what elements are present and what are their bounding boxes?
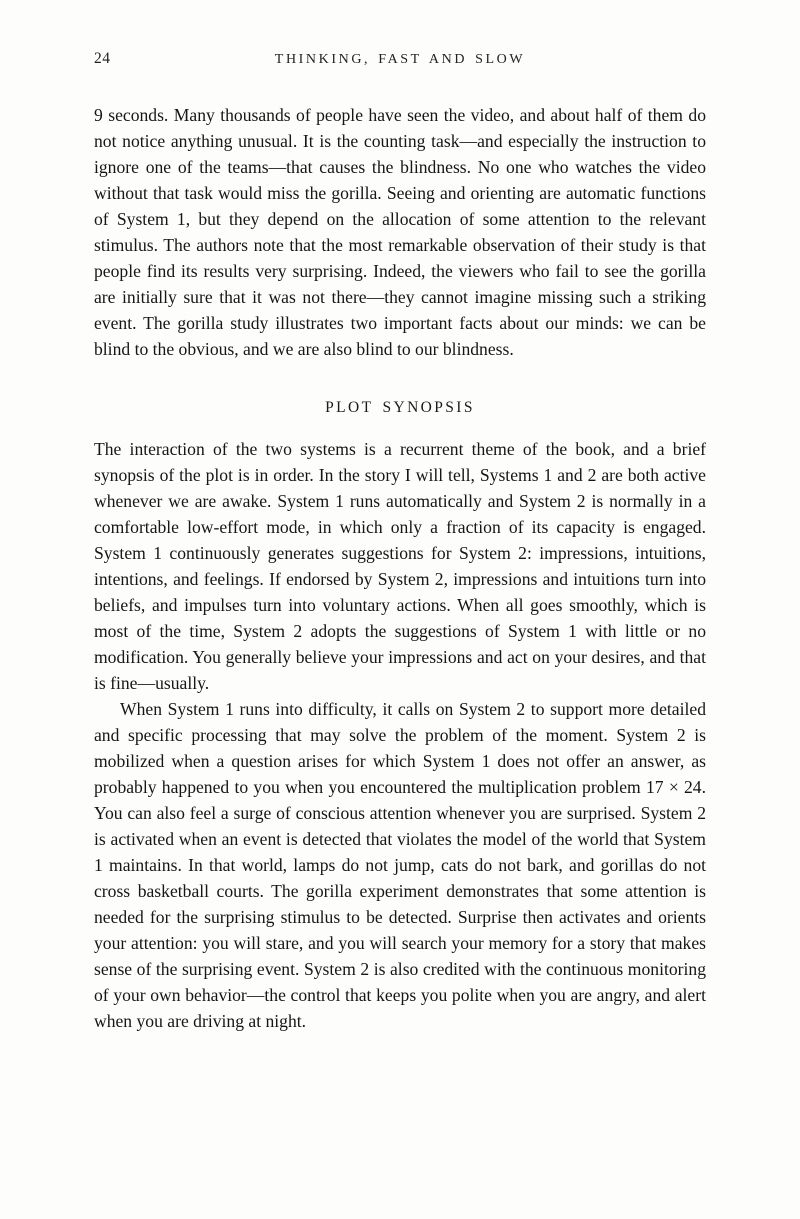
paragraph-gorilla-study: 9 seconds. Many thousands of people have seen the video, and about half of them do not notice anything unusual. It is the counting task—and especially the instruction to ignore one of the teams—that causes the blindness. No one who watches the video without that task would miss the gorilla. Seeing and orienting are automatic functions of System 1, but they depend on the allocation of some attention to the relevant stimulus. The authors note that the most remarkable observation of their study is that people find its results very surprising. Indeed, the viewers who fail to see the gorilla are initially sure that it was not there—they cannot imagine missing such a striking event. The gorilla study illustrates two important facts about our minds: we can be blind to the obvious, and we are also blind to our blindness. [94,105,706,359]
page-number: 24 [94,50,111,67]
running-header [94,50,706,72]
paragraph-plot-synopsis-intro: The interaction of the two systems is a recurrent theme of the book, and a brief synopsis of the plot is in order. In the story I will tell, Systems 1 and 2 are both active whenever we are awake. System 1 runs automatically and System 2 is normally in a comfortable low-effort mode, in which only a fraction of its capacity is engaged. System 1 continuously generates suggestions for System 2: impressions, intuitions, intentions, and feelings. If endorsed by System 2, impressions and intuitions turn into beliefs, and impulses turn into voluntary actions. When all goes smoothly, which is most of the time, System 2 adopts the suggestions of System 1 with little or no modification. You generally believe your impressions and act on your desires, and that is fine—usually. [94,439,706,693]
paragraph-system2-mobilization: When System 1 runs into difficulty, it calls on System 2 to support more detailed and specific processing that may solve the problem of the moment. System 2 is mobilized when a question arises for which System 1 does not offer an answer, as probably happened to you when you encountered the multiplication problem 17 × 24. You can also feel a surge of conscious attention whenever you are surprised. System 2 is activated when an event is detected that violates the model of the world that System 1 maintains. In that world, lamps do not jump, cats do not bark, and gorillas do not cross basketball courts. The gorilla experiment demonstrates that some attention is needed for the surprising stimulus to be detected. Surprise then activates and orients your attention: you will stare, and you will search your memory for a story that makes sense of the surprising event. System 2 is also credited with the continuous monitoring of your own behavior—the control that keeps you polite when you are angry, and alert when you are driving at night. [94,699,706,1031]
section-heading: PLOT SYNOPSIS [325,399,475,416]
running-title: THINKING, FAST AND SLOW [274,52,526,67]
page-body [94,102,706,1034]
